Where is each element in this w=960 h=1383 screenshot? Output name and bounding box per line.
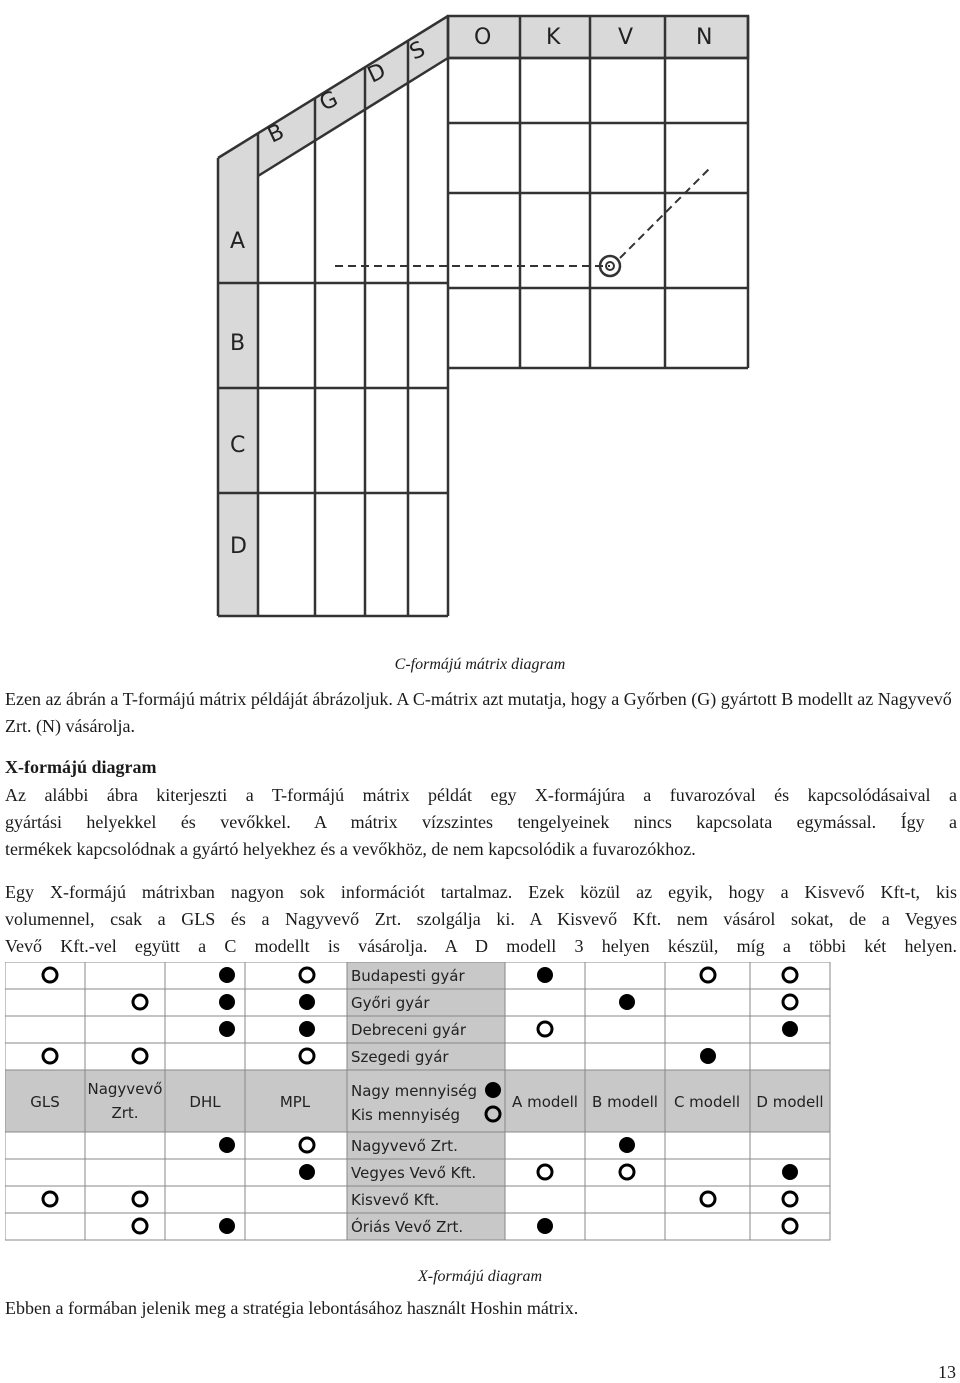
caption-c-diagram: C-formájú mátrix diagram — [394, 656, 566, 673]
column-header-product: D modell — [756, 1093, 824, 1111]
paragraph-line: volumennel, csak a GLS és a Nagyvevő Zrt. szolgálja ki. A Kisvevő Kft. nem vásárol sokat, de a Vegyes — [5, 909, 957, 929]
c-top-label-4: N — [696, 25, 713, 50]
filled-circle-mark — [700, 1048, 716, 1064]
c-top-label-2: K — [546, 25, 561, 50]
section-heading-x-diagram: X-formájú diagram — [5, 757, 157, 777]
filled-circle-mark — [219, 967, 235, 983]
caption-x-diagram: X-formájú diagram — [418, 1268, 542, 1285]
filled-circle-mark — [782, 1021, 798, 1037]
row-label-plant: Debreceni gyár — [351, 1021, 467, 1039]
column-header-carrier: Nagyvevő — [87, 1080, 163, 1098]
paragraph-hoshin: Ebben a formában jelenik meg a stratégia lebontásához használt Hoshin mátrix. — [5, 1298, 579, 1318]
filled-circle-mark — [219, 1137, 235, 1153]
column-header-carrier: MPL — [279, 1093, 311, 1111]
row-label-plant: Győri gyár — [351, 994, 430, 1012]
c-slanted-label-1: B — [263, 119, 289, 149]
page-number: 13 — [938, 1362, 956, 1382]
c-slanted-label-4: S — [405, 36, 430, 66]
paragraph-line: Az alábbi ábra kiterjeszti a T-formájú mátrix példát egy X-formájúra a fuvarozóval és kapcsolódásaival a — [5, 785, 957, 805]
filled-circle-mark — [299, 994, 315, 1010]
row-label-customer: Kisvevő Kft. — [351, 1191, 440, 1209]
c-matrix-diagram — [200, 8, 760, 628]
paragraph-line: gyártási helyekkel és vevőkkel. A mátrix vízszintes tengelyeinek nincs kapcsolata egymással. Így a — [5, 812, 957, 832]
filled-circle-mark — [299, 1164, 315, 1180]
column-header-product: B modell — [592, 1093, 658, 1111]
c-slanted-label-3: D — [363, 58, 390, 89]
row-label-customer: Nagyvevő Zrt. — [351, 1137, 458, 1155]
c-side-label-3: C — [230, 433, 246, 458]
c-slanted-label-2: G — [315, 86, 342, 117]
c-side-label-4: D — [230, 534, 247, 559]
c-side-label-1: A — [230, 229, 246, 254]
column-header-product: A modell — [512, 1093, 578, 1111]
filled-circle-mark — [782, 1164, 798, 1180]
filled-circle-mark — [485, 1082, 501, 1098]
column-header-product: C modell — [673, 1093, 741, 1111]
row-label-plant: Budapesti gyár — [351, 967, 465, 985]
filled-circle-mark — [619, 994, 635, 1010]
c-side-label-2: B — [230, 331, 246, 356]
row-label-volume: Nagy mennyiség — [351, 1082, 478, 1100]
x-matrix-diagram — [5, 962, 835, 1247]
filled-circle-mark — [537, 1218, 553, 1234]
column-header-carrier: Zrt. — [111, 1104, 139, 1122]
filled-circle-mark — [219, 994, 235, 1010]
filled-circle-mark — [537, 967, 553, 983]
column-header-carrier: GLS — [30, 1093, 60, 1111]
filled-circle-mark — [619, 1137, 635, 1153]
c-top-label-1: O — [474, 25, 492, 50]
row-label-volume: Kis mennyiség — [351, 1106, 461, 1124]
filled-circle-mark — [219, 1021, 235, 1037]
row-label-customer: Vegyes Vevő Kft. — [351, 1164, 477, 1182]
row-label-customer: Óriás Vevő Zrt. — [351, 1218, 464, 1236]
row-label-plant: Szegedi gyár — [351, 1048, 449, 1066]
filled-circle-mark — [219, 1218, 235, 1234]
filled-circle-mark — [299, 1021, 315, 1037]
c-top-label-3: V — [618, 25, 634, 50]
paragraph-line: Vevő Kft.-vel együtt a C modellt is vásárolja. A D modell 3 helyen készül, míg a többi két helyen. — [5, 936, 957, 956]
column-header-carrier: DHL — [189, 1093, 221, 1111]
paragraph-line: Egy X-formájú mátrixban nagyon sok információt tartalmaz. Ezek közül az egyik, hogy a Kisvevő Kft-t, kis — [5, 882, 957, 902]
paragraph-line: termékek kapcsolódnak a gyártó helyekhez és a vevőkhöz, de nem kapcsolódik a fuvarozókhoz. — [5, 839, 696, 859]
paragraph-t-matrix: Ezen az ábrán a T-formájú mátrix példáját ábrázoljuk. A C-mátrix azt mutatja, hogy a Győrben (G) gyártott B modellt az Nagyvevő Zrt. (N) vásárolja. — [5, 689, 952, 736]
